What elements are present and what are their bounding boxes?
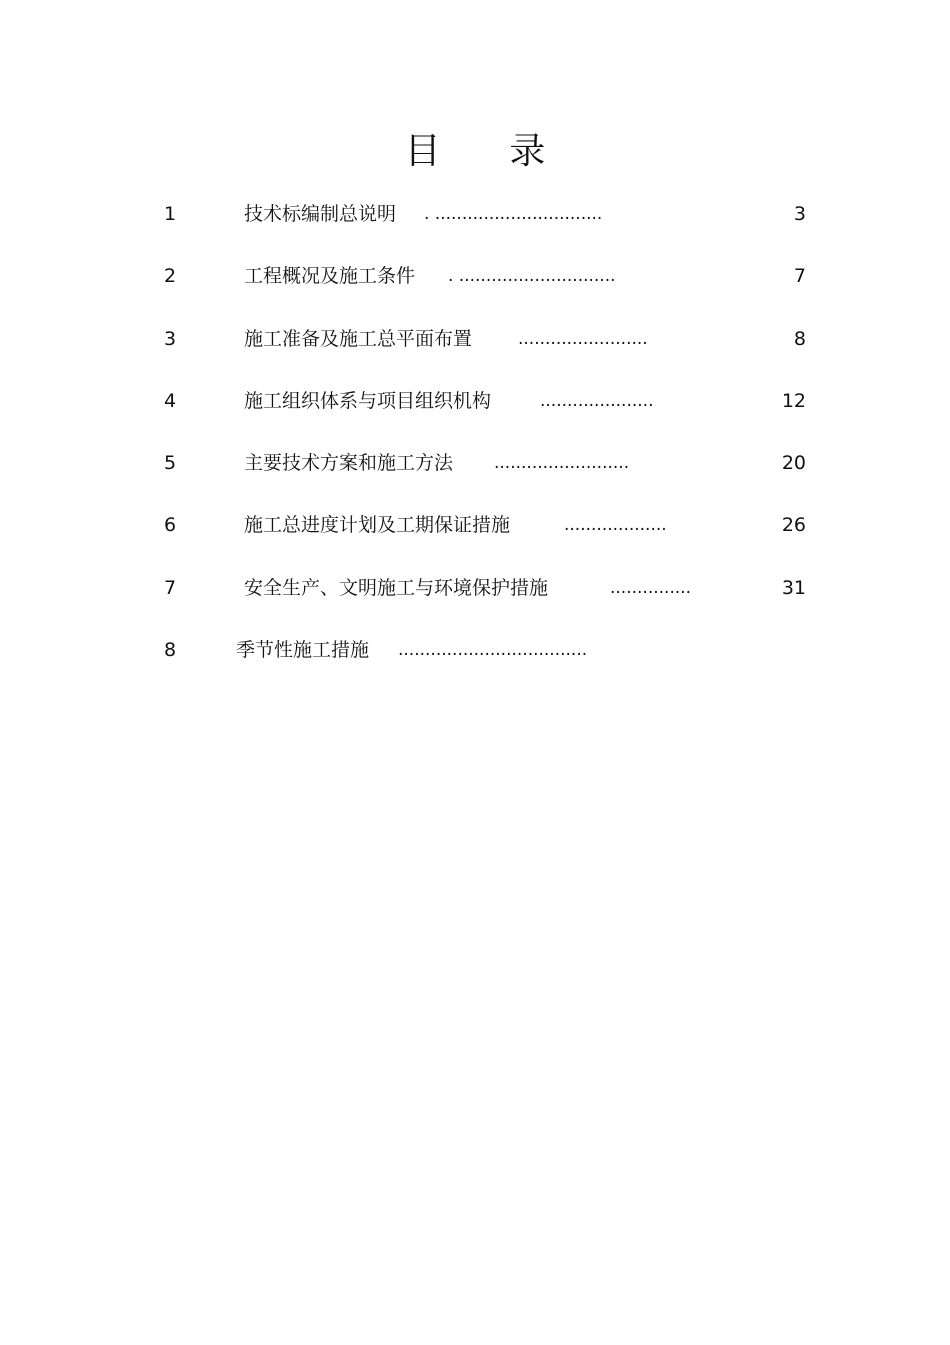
toc-label: 技术标编制总说明 bbox=[244, 203, 397, 225]
toc-row[interactable] bbox=[0, 260, 950, 292]
toc-leader-dots: . ............................... bbox=[424, 204, 603, 224]
toc-label: 施工准备及施工总平面布置 bbox=[244, 328, 473, 350]
toc-row[interactable] bbox=[0, 323, 950, 355]
toc-number: 8 bbox=[164, 639, 177, 661]
toc-leader-dots: ................... bbox=[564, 515, 667, 535]
toc-label: 季节性施工措施 bbox=[236, 639, 370, 661]
toc-row[interactable] bbox=[0, 447, 950, 479]
toc-label: 工程概况及施工条件 bbox=[244, 265, 416, 287]
toc-number: 4 bbox=[164, 390, 177, 412]
toc-page-number: 20 bbox=[781, 452, 806, 474]
toc-number: 5 bbox=[164, 452, 177, 474]
toc-number: 3 bbox=[164, 328, 177, 350]
toc-page-number: 8 bbox=[793, 328, 806, 350]
toc-label: 主要技术方案和施工方法 bbox=[244, 452, 454, 474]
toc-page-number: 12 bbox=[781, 390, 806, 412]
toc-leader-dots: ................................... bbox=[398, 640, 588, 660]
toc-page-number: 31 bbox=[781, 577, 806, 599]
toc-page-number: 26 bbox=[781, 514, 806, 536]
toc-row[interactable] bbox=[0, 509, 950, 541]
toc-row[interactable] bbox=[0, 198, 950, 230]
page-title: 目 录 bbox=[404, 131, 546, 172]
toc-number: 7 bbox=[164, 577, 177, 599]
toc-number: 2 bbox=[164, 265, 177, 287]
toc-leader-dots: . ............................. bbox=[448, 266, 616, 286]
toc-label: 施工总进度计划及工期保证措施 bbox=[244, 514, 511, 536]
toc-leader-dots: ..................... bbox=[540, 391, 654, 411]
toc-page-number: 3 bbox=[793, 203, 806, 225]
toc-page-number: 7 bbox=[793, 265, 806, 287]
toc-leader-dots: ............... bbox=[610, 578, 692, 598]
toc-label: 施工组织体系与项目组织机构 bbox=[244, 390, 492, 412]
toc-number: 1 bbox=[164, 203, 177, 225]
toc-row[interactable] bbox=[0, 385, 950, 417]
toc-number: 6 bbox=[164, 514, 177, 536]
toc-row[interactable] bbox=[0, 572, 950, 604]
toc-label: 安全生产、文明施工与环境保护措施 bbox=[244, 577, 549, 599]
toc-row[interactable] bbox=[0, 634, 950, 666]
toc-leader-dots: ......................... bbox=[494, 453, 630, 473]
toc-leader-dots: ........................ bbox=[518, 329, 648, 349]
